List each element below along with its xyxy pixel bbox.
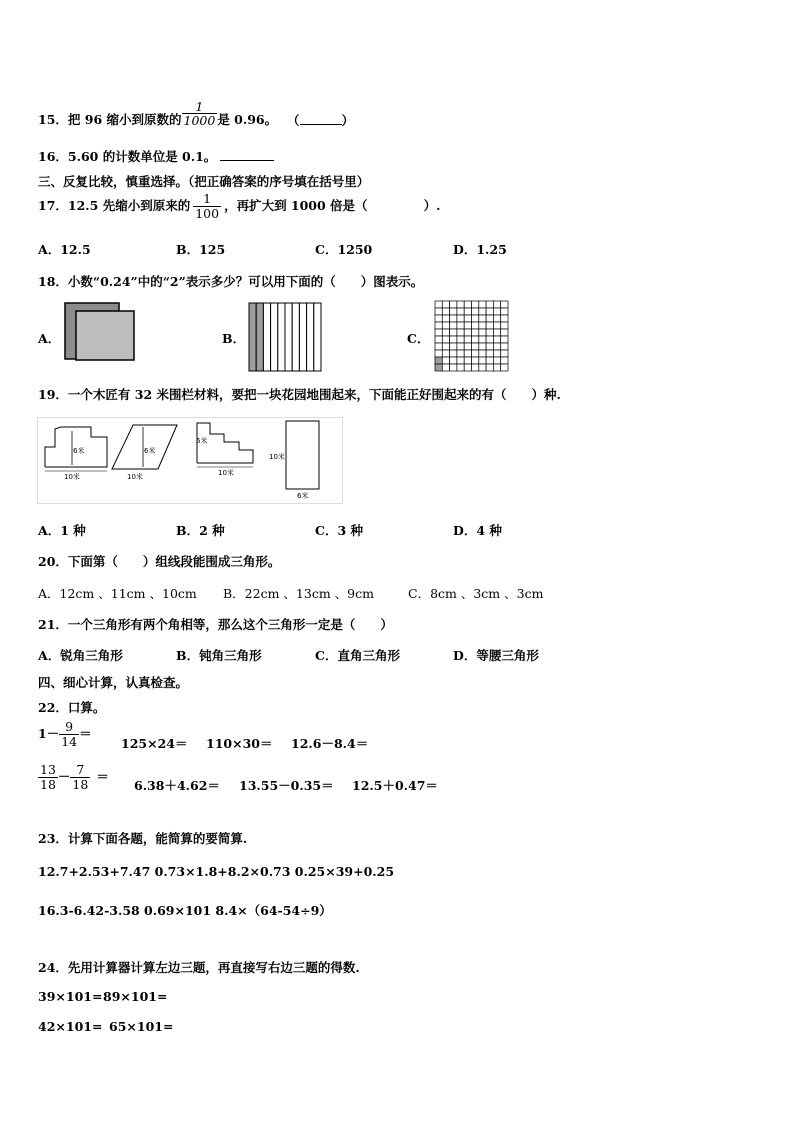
grid-cell xyxy=(450,301,457,308)
question-22: 22．口算。 xyxy=(38,700,106,715)
grid-cell xyxy=(457,322,464,329)
grid-cell xyxy=(435,364,442,371)
grid-cell xyxy=(479,350,486,357)
q24-line-1-item-1: 39×101= xyxy=(38,989,103,1004)
grid-cell xyxy=(457,343,464,350)
grid-cell xyxy=(442,343,449,350)
q15-paren-left: （ xyxy=(287,113,300,128)
question-16 xyxy=(38,147,274,165)
grid-cell xyxy=(493,329,500,336)
strip-cell xyxy=(271,303,278,371)
q19-shape1-width-label: 10米 xyxy=(64,473,80,481)
grid-cell xyxy=(486,336,493,343)
q23-line-2: 16.3-6.42-3.58 0.69×101 8.4×（64-54÷9） xyxy=(38,903,332,918)
q15-numerator: 1 xyxy=(195,98,204,114)
q22-row-2-item-1 xyxy=(38,763,109,792)
q18-option-c-label[interactable]: C． xyxy=(407,331,430,346)
q18-figure-c-grid xyxy=(434,300,510,372)
q19-shape4-width-label: 6米 xyxy=(297,492,309,500)
grid-cell xyxy=(450,322,457,329)
strip-cell xyxy=(292,303,299,371)
q17-option-c[interactable]: C．1250 xyxy=(315,242,373,257)
grid-cell xyxy=(464,315,471,322)
grid-cell xyxy=(450,357,457,364)
q22-r2-denominator-1: 18 xyxy=(40,776,56,792)
strip-cell xyxy=(307,303,314,371)
grid-cell xyxy=(464,364,471,371)
q19-option-b[interactable]: B．2 种 xyxy=(176,523,225,538)
grid-cell xyxy=(442,308,449,315)
q22-row-2-item-2: 6.38＋4.62＝ xyxy=(134,778,220,793)
q22-r2-equals: ＝ xyxy=(96,768,109,784)
grid-cell xyxy=(435,357,442,364)
grid-cell xyxy=(442,322,449,329)
grid-cell xyxy=(479,322,486,329)
grid-cell xyxy=(501,336,508,343)
q22-r2-fraction-2 xyxy=(70,763,90,792)
grid-cell xyxy=(493,301,500,308)
q17-numerator: 1 xyxy=(203,191,212,206)
question-19: 19．一个木匠有 32 米围栏材料，要把一块花园地围起来，下面能正好围起来的有（ ）种. xyxy=(38,387,561,402)
grid-cell xyxy=(493,350,500,357)
grid-cell xyxy=(450,336,457,343)
grid-cell xyxy=(435,301,442,308)
q24-line-1-item-2: 89×101= xyxy=(103,989,168,1004)
grid-cell xyxy=(501,357,508,364)
q22-row-2-item-3: 13.55－0.35＝ xyxy=(239,778,334,793)
q22-r1-fraction xyxy=(59,720,79,749)
grid-cell xyxy=(501,315,508,322)
grid-cell xyxy=(457,357,464,364)
q19-option-c[interactable]: C．3 种 xyxy=(315,523,363,538)
q15-fraction xyxy=(182,100,218,129)
grid-cell xyxy=(442,364,449,371)
q22-row-1-item-1 xyxy=(38,720,92,749)
section-3-heading: 三、反复比较，慎重选择。（把正确答案的序号填在括号里） xyxy=(38,174,370,189)
question-23: 23．计算下面各题，能简算的要简算. xyxy=(38,831,248,846)
grid-cell xyxy=(472,343,479,350)
question-24: 24．先用计算器计算左边三题，再直接写右边三题的得数. xyxy=(38,960,360,975)
grid-cell xyxy=(472,301,479,308)
grid-cell xyxy=(479,336,486,343)
grid-cell xyxy=(493,308,500,315)
question-17 xyxy=(38,192,440,221)
grid-cell xyxy=(442,301,449,308)
grid-cell xyxy=(435,329,442,336)
strip-cell xyxy=(278,303,285,371)
q15-answer-blank[interactable] xyxy=(300,124,342,125)
grid-cell xyxy=(479,308,486,315)
q17-option-d[interactable]: D．1.25 xyxy=(453,242,507,257)
grid-cell xyxy=(457,308,464,315)
grid-cell xyxy=(472,336,479,343)
grid-cell xyxy=(457,350,464,357)
q21-option-a[interactable]: A．锐角三角形 xyxy=(38,648,123,663)
question-15 xyxy=(38,88,277,128)
grid-cell xyxy=(486,329,493,336)
q22-r2-numerator-2: 7 xyxy=(76,762,85,777)
grid-cell xyxy=(493,343,500,350)
grid-cell xyxy=(479,329,486,336)
grid-cell xyxy=(501,364,508,371)
q22-r1-equals: ＝ xyxy=(79,725,92,741)
grid-cell xyxy=(493,322,500,329)
q23-line-1: 12.7+2.53+7.47 0.73×1.8+8.2×0.73 0.25×39+0.25 xyxy=(38,864,395,879)
grid-cell xyxy=(435,308,442,315)
q17-fraction xyxy=(193,192,221,221)
grid-cell xyxy=(472,322,479,329)
grid-cell xyxy=(472,364,479,371)
grid-cell xyxy=(450,350,457,357)
grid-cell xyxy=(435,336,442,343)
grid-cell xyxy=(472,315,479,322)
grid-cell xyxy=(486,364,493,371)
grid-cell xyxy=(435,350,442,357)
grid-cell xyxy=(501,329,508,336)
q19-shape2-width-label: 10米 xyxy=(127,473,143,481)
grid-cell xyxy=(472,329,479,336)
q15-text-b: 是 0.96。 xyxy=(217,112,278,127)
grid-cell xyxy=(501,308,508,315)
q22-r1-prefix: 1－ xyxy=(38,725,60,741)
strip-cell xyxy=(285,303,292,371)
grid-cell xyxy=(442,315,449,322)
grid-cell xyxy=(442,350,449,357)
grid-cell xyxy=(464,357,471,364)
q19-shape3-height-label: 6米 xyxy=(196,437,208,445)
q18-option-b-label[interactable]: B． xyxy=(222,331,246,346)
grid-cell xyxy=(472,350,479,357)
grid-cell xyxy=(479,357,486,364)
grid-cell xyxy=(457,329,464,336)
grid-cell xyxy=(501,343,508,350)
grid-cell xyxy=(450,329,457,336)
q16-answer-blank[interactable] xyxy=(220,160,274,161)
strip-cell xyxy=(249,303,256,371)
grid-cell xyxy=(442,357,449,364)
grid-cell xyxy=(486,350,493,357)
grid-cell xyxy=(486,322,493,329)
q19-option-a[interactable]: A．1 种 xyxy=(38,523,86,538)
q17-text-a: 17．12.5 先缩小到原来的 xyxy=(38,197,191,213)
q15-denominator: 1000 xyxy=(183,113,216,129)
grid-cell xyxy=(479,364,486,371)
strip-cell xyxy=(256,303,263,371)
question-21: 21．一个三角形有两个角相等，那么这个三角形一定是（ ） xyxy=(38,617,393,632)
q21-option-d[interactable]: D．等腰三角形 xyxy=(453,648,539,663)
grid-cell xyxy=(450,315,457,322)
grid-cell xyxy=(450,364,457,371)
grid-cell xyxy=(464,336,471,343)
q17-denominator: 100 xyxy=(195,205,220,221)
grid-cell xyxy=(457,364,464,371)
q21-option-b[interactable]: B．钝角三角形 xyxy=(176,648,262,663)
q19-option-d[interactable]: D．4 种 xyxy=(453,523,502,538)
grid-cell xyxy=(472,357,479,364)
grid-cell xyxy=(501,322,508,329)
grid-cell xyxy=(435,343,442,350)
q17-option-a[interactable]: A．12.5 xyxy=(38,242,91,257)
q15-paren-right: ） xyxy=(341,113,355,128)
q15-answer-paren xyxy=(287,111,354,129)
grid-cell xyxy=(457,301,464,308)
grid-cell xyxy=(464,329,471,336)
grid-cell xyxy=(457,336,464,343)
grid-cell xyxy=(479,343,486,350)
q15-text-a: 15．把 96 缩小到原数的 xyxy=(38,112,182,127)
q18-option-a-label[interactable]: A． xyxy=(38,331,61,346)
grid-cell xyxy=(493,336,500,343)
grid-cell xyxy=(435,315,442,322)
grid-cell xyxy=(457,315,464,322)
grid-cell xyxy=(486,315,493,322)
strip-cell xyxy=(299,303,306,371)
grid-cell xyxy=(486,308,493,315)
q22-row-1-item-4: 12.6－8.4＝ xyxy=(291,736,369,751)
q22-r2-minus: － xyxy=(57,768,71,784)
grid-cell xyxy=(493,364,500,371)
grid-cell xyxy=(501,301,508,308)
q24-line-2-item-1: 42×101= xyxy=(38,1019,103,1034)
q18-figure-a-squares xyxy=(64,302,136,362)
q19-shape3-width-label: 10米 xyxy=(218,469,234,477)
grid-cell xyxy=(464,350,471,357)
q17-option-b[interactable]: B．125 xyxy=(176,242,226,257)
grid-cell xyxy=(442,336,449,343)
q22-r2-fraction-1 xyxy=(38,763,58,792)
question-18: 18．小数“0.24”中的“2”表示多少？可以用下面的（ ）图表示。 xyxy=(38,274,424,289)
section-4-heading: 四、细心计算，认真检查。 xyxy=(38,675,189,690)
grid-cell xyxy=(450,343,457,350)
grid-cell xyxy=(464,308,471,315)
q20-option-a[interactable]: A．12cm 、11cm 、10cm xyxy=(38,586,197,601)
q22-row-2-item-4: 12.5＋0.47＝ xyxy=(352,778,438,793)
q22-r1-numerator: 9 xyxy=(65,719,74,734)
grid-cell xyxy=(464,301,471,308)
q22-row-1-item-3: 110×30＝ xyxy=(206,736,273,751)
grid-cell xyxy=(472,308,479,315)
strip-cell xyxy=(314,303,321,371)
grid-cell xyxy=(479,301,486,308)
grid-cell xyxy=(464,322,471,329)
grid-cell xyxy=(486,343,493,350)
grid-cell xyxy=(435,322,442,329)
strip-cell xyxy=(263,303,270,371)
q22-r2-denominator-2: 18 xyxy=(72,776,89,792)
q22-row-1-item-2: 125×24＝ xyxy=(121,736,188,751)
grid-cell xyxy=(493,357,500,364)
grid-cell xyxy=(493,315,500,322)
q19-figure-shapes xyxy=(37,417,345,505)
q19-shape4-height-label: 10米 xyxy=(269,453,285,461)
q20-option-b[interactable]: B．22cm 、13cm 、9cm xyxy=(223,586,374,601)
q19-shape1-height-label: 6米 xyxy=(73,447,85,455)
q20-option-c[interactable]: C．8cm 、3cm 、3cm xyxy=(408,586,544,601)
grid-cell xyxy=(479,315,486,322)
q22-r2-numerator-1: 13 xyxy=(40,762,56,777)
q18-figure-b-strips xyxy=(248,302,323,372)
q17-text-c: ）. xyxy=(423,197,441,213)
q22-r1-denominator: 14 xyxy=(61,733,78,749)
grid-cell xyxy=(486,357,493,364)
q21-option-c[interactable]: C．直角三角形 xyxy=(315,648,400,663)
grid-cell xyxy=(464,343,471,350)
grid-cell xyxy=(442,329,449,336)
grid-cell xyxy=(501,350,508,357)
q19-shape2-height-label: 6米 xyxy=(144,447,156,455)
question-20: 20．下面第（ ）组线段能围成三角形。 xyxy=(38,554,281,569)
q16-text: 16．5.60 的计数单位是 0.1。 xyxy=(38,149,217,164)
grid-cell xyxy=(486,301,493,308)
grid-cell xyxy=(450,308,457,315)
q24-line-2-item-2: 65×101= xyxy=(109,1019,174,1034)
q17-text-b: ，再扩大到 1000 倍是（ xyxy=(224,197,368,213)
